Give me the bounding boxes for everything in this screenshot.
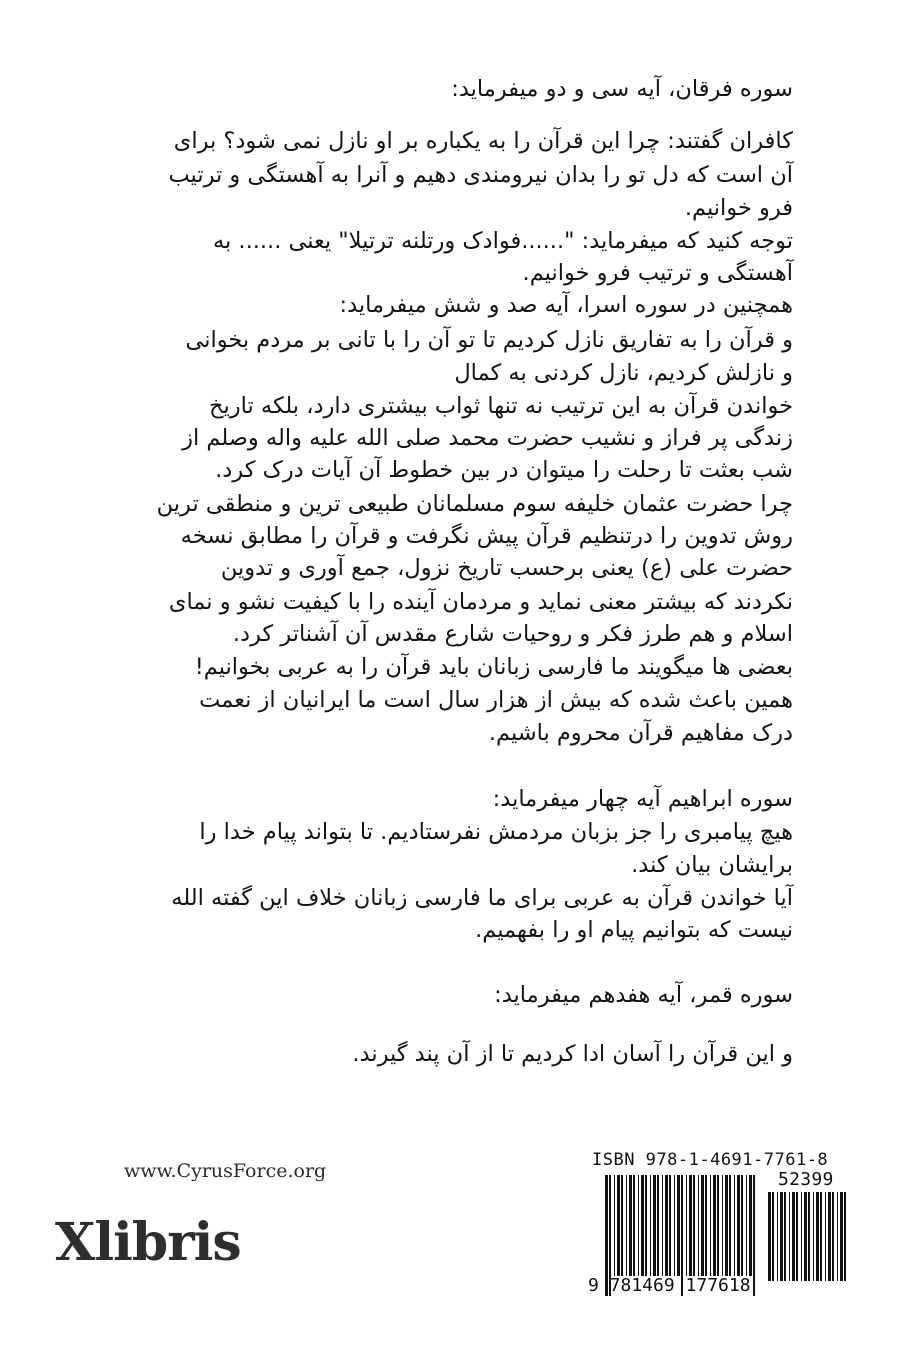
barcode-bar	[825, 1192, 826, 1281]
barcode-bar	[792, 1192, 795, 1281]
barcode-bar	[621, 1175, 623, 1276]
addon-bars	[768, 1192, 846, 1281]
barcode-bar	[816, 1192, 819, 1281]
barcode-bar	[669, 1175, 671, 1276]
barcode-bar	[722, 1175, 723, 1276]
barcode-bar	[645, 1175, 647, 1276]
text-line: سوره ابراهیم آیه چهار میفرماید:	[492, 786, 793, 812]
barcode-bar	[698, 1175, 699, 1276]
text-line: سوره قمر، آیه هفدهم میفرماید:	[494, 982, 793, 1008]
text-line: و قرآن را به تفاریق نازل کردیم تا تو آن را با تانی بر مردم بخوانی	[185, 327, 793, 353]
barcode-bar	[614, 1175, 615, 1276]
barcode-bar	[813, 1192, 814, 1281]
barcode-bar	[796, 1192, 798, 1281]
publisher-logo: Xlibris	[55, 1212, 241, 1273]
barcode-bar	[629, 1175, 632, 1276]
text-line: نیست که بتوانیم پیام او را بفهمیم.	[475, 917, 793, 943]
text-line: روش تدوین را درتنظیم قرآن پیش نگرفت و قرآن را مطابق نسخه	[180, 523, 793, 549]
barcode-bar	[734, 1175, 735, 1276]
barcode-bar	[828, 1192, 831, 1281]
barcode-bar	[617, 1175, 620, 1276]
barcode-bar	[729, 1175, 731, 1276]
barcode-bar	[689, 1175, 692, 1276]
barcode-bar	[717, 1175, 719, 1276]
text-line: سوره فرقان، آیه سی و دو میفرماید:	[451, 76, 793, 102]
barcode-bar	[713, 1175, 716, 1276]
text-line: و نازلش کردیم، نازل کردنی به کمال	[454, 360, 793, 386]
text-line: زندگی پر فراز و نشیب حضرت محمد صلی الله علیه واله وصلم از	[182, 425, 793, 451]
barcode-bar	[633, 1175, 635, 1276]
barcode-bar	[693, 1175, 695, 1276]
barcode-bar	[638, 1175, 639, 1276]
website-url: www.CyrusForce.org	[124, 1160, 327, 1182]
barcode-bar	[737, 1175, 740, 1276]
isbn-label: ISBN 978-1-4691-7761-8	[592, 1150, 829, 1170]
text-line: فرو خوانیم.	[684, 195, 793, 221]
barcode-bar	[780, 1192, 783, 1281]
barcode-bar	[753, 1175, 755, 1296]
text-line: خواندن قرآن به این ترتیب نه تنها ثواب بیشتری دارد، بلکه تاریخ	[208, 393, 793, 419]
text-line: شب بعثت تا رحلت را میتوان در بین خطوط آن آیات درک کرد.	[215, 457, 793, 483]
barcode-bar	[804, 1192, 807, 1281]
barcode-bar	[674, 1175, 675, 1276]
barcode-bar	[665, 1175, 668, 1276]
barcode-bar	[840, 1192, 843, 1281]
text-line: آیا خواندن قرآن به عربی برای ما فارسی زبانان خلاف این گفته الله	[171, 885, 793, 911]
barcode-bar	[844, 1192, 846, 1281]
barcode-bar	[701, 1175, 704, 1276]
text-line: آهستگی و ترتیب فرو خوانیم.	[522, 260, 793, 286]
barcode-bar	[777, 1192, 778, 1281]
text-line: هیچ پیامبری را جز بزبان مردمش نفرستادیم. تا بتواند پیام خدا را	[199, 819, 793, 845]
text-line: توجه کنید که میفرماید: "......فوادک ورتلنه ترتیلا" یعنی ...... به	[212, 228, 793, 254]
text-line: بعضی ها میگویند ما فارسی زبانان باید قرآن را به عربی بخوانیم!	[194, 654, 793, 680]
barcode-bar	[801, 1192, 802, 1281]
barcode-bar	[677, 1175, 680, 1276]
barcode-bar	[789, 1192, 790, 1281]
text-line: آن است که دل تو را بدان نیرومندی دهیم و آنرا به آهستگی و ترتیب	[168, 162, 793, 188]
barcode-bar	[710, 1175, 711, 1276]
barcode-bar	[808, 1192, 810, 1281]
text-line: چرا حضرت عثمان خلیفه سوم مسلمانان طبیعی ترین و منطقی ترین	[156, 491, 793, 517]
barcode-bar	[650, 1175, 651, 1276]
barcode-bar	[686, 1175, 687, 1276]
barcode-bar	[768, 1192, 771, 1281]
barcode-bar	[837, 1192, 838, 1281]
barcode-bar	[772, 1192, 774, 1281]
barcode-bar	[784, 1192, 786, 1281]
text-line: درک مفاهیم قرآن محروم باشیم.	[488, 720, 793, 746]
text-line: کافران گفتند: چرا این قرآن را به یکباره بر او نازل نمی شود؟ برای	[173, 128, 793, 154]
text-line: برایشان بیان کند.	[631, 852, 793, 878]
text-line: همین باعث شده که بیش از هزار سال است ما ایرانیان از نعمت	[199, 687, 793, 713]
text-line: اسلام و هم طرز فکر و روحیات شارع مقدس آن آشناتر کرد.	[232, 621, 793, 647]
barcode-addon-digits: 52399	[778, 1169, 834, 1190]
barcode-ean-digits: 9 781469 177618	[588, 1275, 751, 1296]
barcode-bar	[725, 1175, 728, 1276]
barcode-bar	[746, 1175, 747, 1276]
barcode-bar	[832, 1192, 834, 1281]
barcode-bar	[741, 1175, 743, 1276]
text-line: حضرت علی (ع) یعنی برحسب تاریخ نزول، جمع آوری و تدوین	[220, 555, 793, 581]
barcode-bar	[653, 1175, 656, 1276]
barcode-bar	[705, 1175, 707, 1276]
barcode-bar	[662, 1175, 663, 1276]
barcode-bar	[657, 1175, 659, 1276]
barcode-bar	[820, 1192, 822, 1281]
text-line: و این قرآن را آسان ادا کردیم تا از آن پند گیرند.	[352, 1041, 793, 1067]
text-line: همچنین در سوره اسرا، آیه صد و شش میفرماید:	[339, 292, 793, 318]
text-line: نکردند که بیشتر معنی نماید و مردمان آینده را با کیفیت نشو و نمای	[168, 589, 793, 615]
barcode-bar	[626, 1175, 627, 1276]
barcode-bar	[641, 1175, 644, 1276]
barcode-bar	[749, 1175, 752, 1276]
